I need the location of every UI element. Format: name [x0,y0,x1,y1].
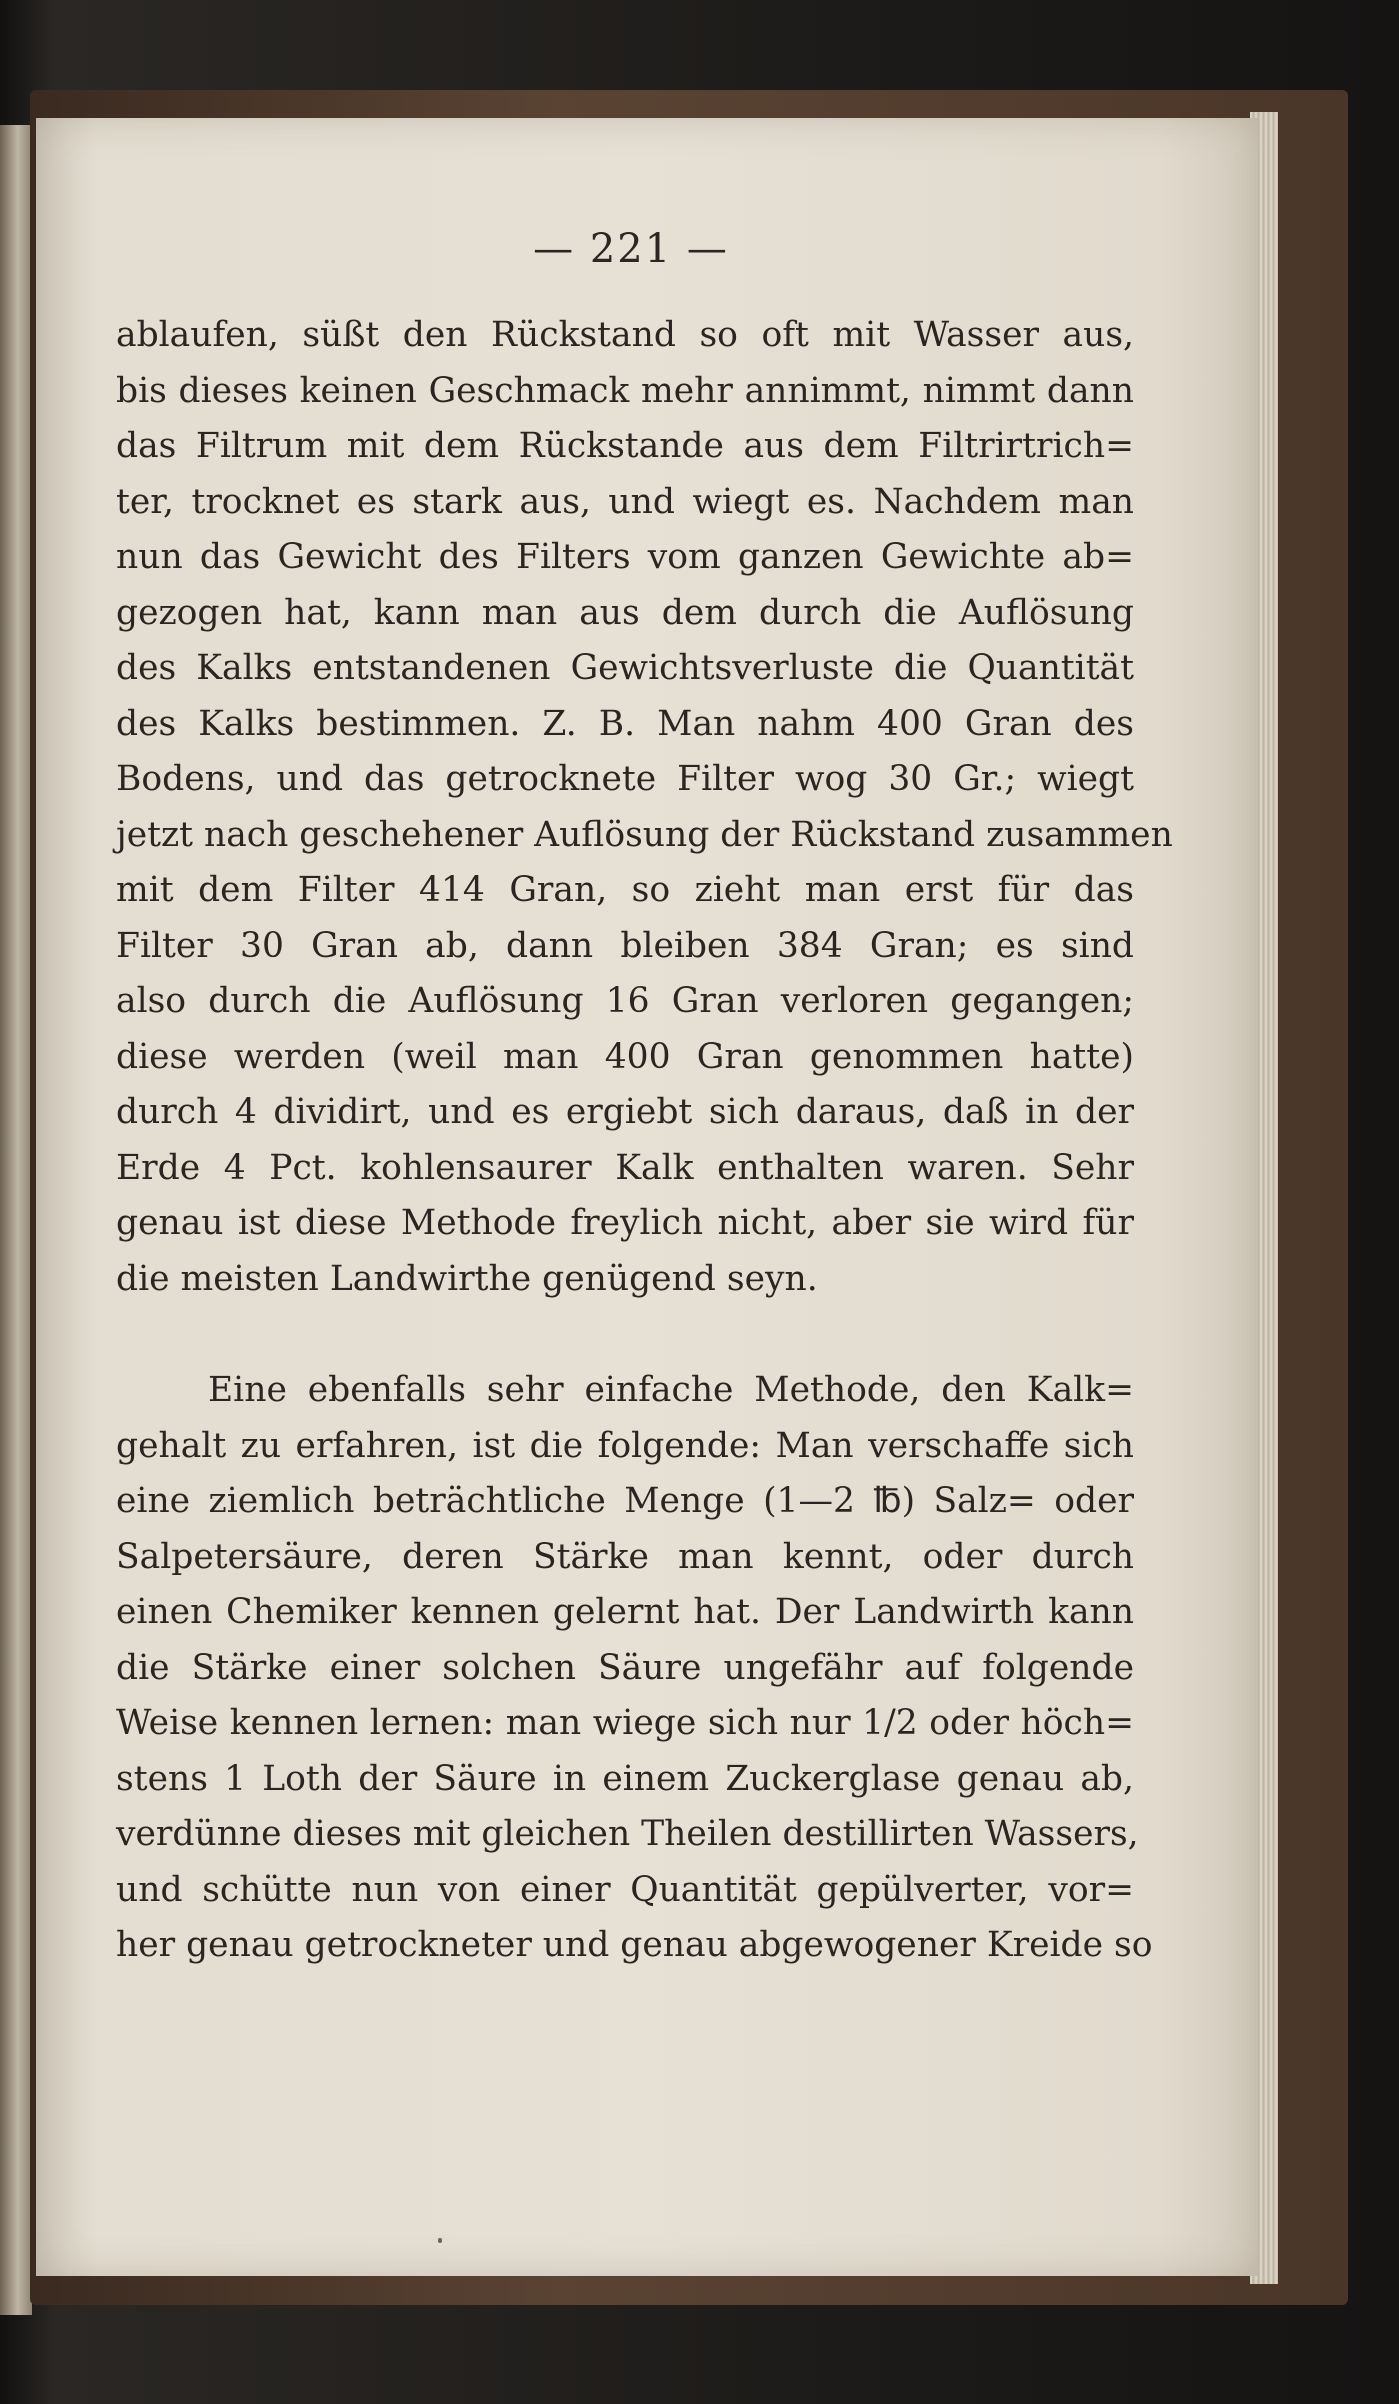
text-line: ter, trocknet es stark aus, und wiegt es. Nachdem man [116,481,1134,522]
text-line: Weise kennen lernen: man wiege sich nur 1/2 oder höch= [116,1703,1134,1743]
text-line: das Filtrum mit dem Rückstande aus dem Filtrirtrich= [116,426,1134,466]
text-line: jetzt nach geschehener Auflösung der Rückstand zusammen [116,814,1173,855]
text-line: Filter 30 Gran ab, dann bleiben 384 Gran; es sind [116,925,1134,966]
text-line: gehalt zu erfahren, ist die folgende: Man verschaffe sich [116,1425,1134,1466]
text-line: einen Chemiker kennen gelernt hat. Der Landwirth kann [116,1592,1134,1632]
text-line: genau ist diese Methode freylich nicht, aber sie wird für [116,1203,1134,1243]
text-line: also durch die Auflösung 16 Gran verloren gegangen; [116,981,1134,1021]
text-line: Erde 4 Pct. kohlensaurer Kalk enthalten waren. Sehr [116,1147,1134,1188]
text-block [116,308,1173,1974]
book-page [36,118,1258,2276]
text-line: stens 1 Loth der Säure in einem Zuckerglase genau ab, [116,1758,1134,1799]
facing-page-edge [0,125,32,2315]
text-line: durch 4 dividirt, und es ergiebt sich daraus, daß in der [116,1092,1134,1132]
page-number: — 221 — [533,226,729,272]
paragraph-gap [116,1307,1134,1363]
text-line: Salpetersäure, deren Stärke man kennt, oder durch [116,1536,1134,1577]
text-line: die meisten Landwirthe genügend seyn. [116,1258,818,1299]
text-line: und schütte nun von einer Quantität gepülverter, vor= [116,1869,1134,1910]
text-line: des Kalks bestimmen. Z. B. Man nahm 400 Gran des [116,703,1134,744]
text-line: gezogen hat, kann man aus dem durch die Auflösung [116,592,1134,633]
text-line: des Kalks entstandenen Gewichtsverluste die Quantität [116,648,1134,688]
text-line: eine ziemlich beträchtliche Menge (1—2 ℔) Salz= oder [116,1481,1134,1521]
text-line: ablaufen, süßt den Rückstand so oft mit Wasser aus, [116,315,1134,355]
text-line: nun das Gewicht des Filters vom ganzen Gewichte ab= [116,537,1134,577]
text-line: Bodens, und das getrocknete Filter wog 30 Gr.; wiegt [116,759,1134,799]
ink-speck [438,2238,442,2243]
text-line: verdünne dieses mit gleichen Theilen destillirten Wassers, [116,1814,1139,1854]
text-line: diese werden (weil man 400 Gran genommen hatte) [116,1036,1134,1077]
text-line: bis dieses keinen Geschmack mehr annimmt, nimmt dann [116,370,1134,411]
text-line: her genau getrockneter und genau abgewogener Kreide so [116,1925,1153,1965]
text-line: Eine ebenfalls sehr einfache Methode, den Kalk= [208,1370,1134,1410]
text-line: mit dem Filter 414 Gran, so zieht man erst für das [116,870,1134,910]
text-line: die Stärke einer solchen Säure ungefähr auf folgende [116,1647,1134,1688]
